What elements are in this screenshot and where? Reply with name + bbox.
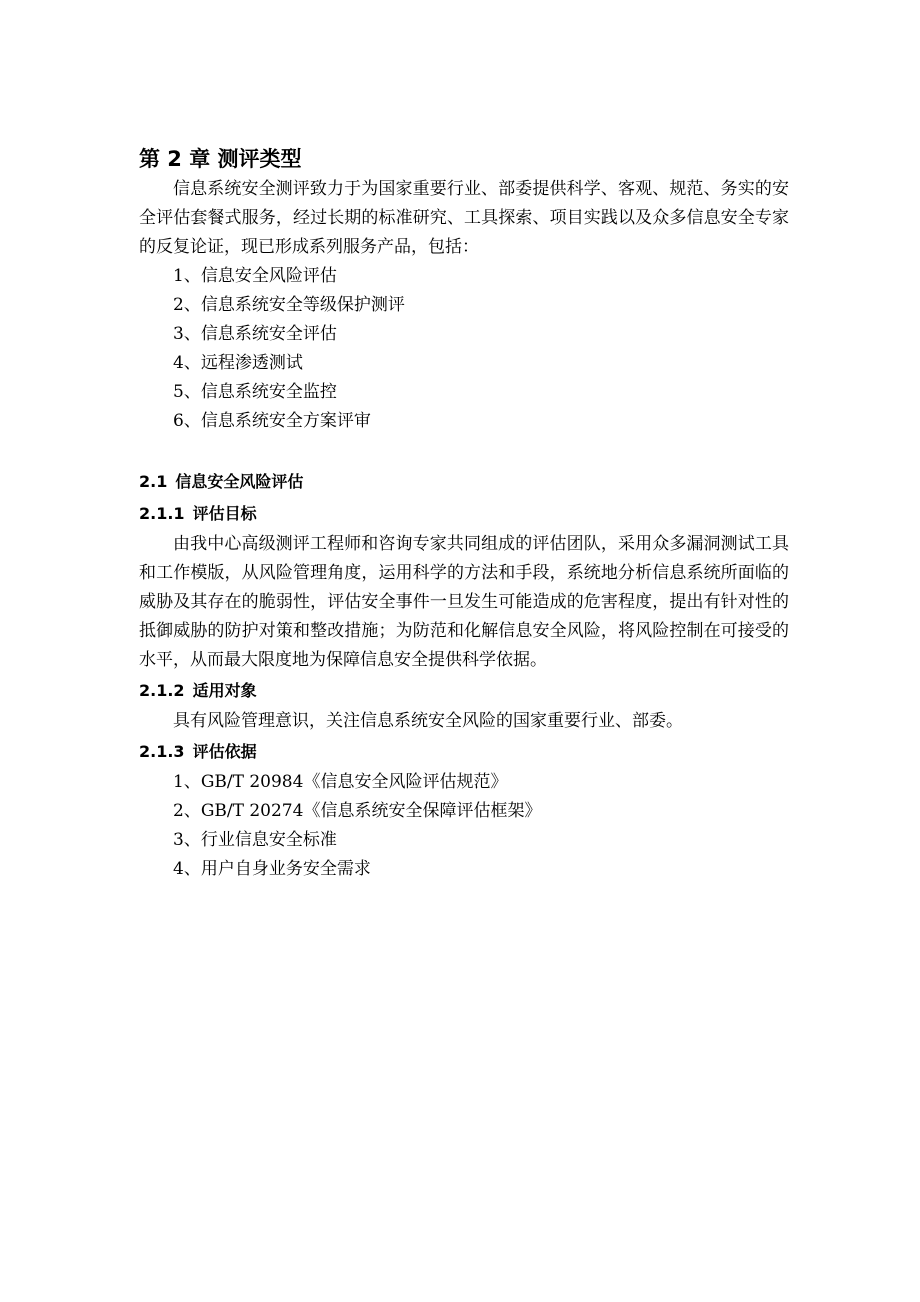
basis-item-user-needs: 4、用户自身业务安全需求 bbox=[173, 859, 371, 879]
service-list bbox=[139, 262, 789, 436]
chapter-intro-paragraph: 信息系统安全测评致力于为国家重要行业、部委提供科学、客观、规范、务实的安全评估套餐式服务，经过长期的标准研究、工具探索、项目实践以及众多信息安全专家的反复论证，现已形成系列服务产品，包括： bbox=[139, 179, 789, 257]
subsection-heading-2-1-1 bbox=[139, 498, 789, 530]
goal-paragraph: 由我中心高级测评工程师和咨询专家共同组成的评估团队，采用众多漏洞测试工具和工作模版，从风险管理角度，运用科学的方法和手段，系统地分析信息系统所面临的威胁及其存在的脆弱性，评估安全事件一旦发生可能造成的危害程度，提出有针对性的抵御威胁的防护对策和整改措施；为防范和化解信息安全风险，将风险控制在可接受的水平，从而最大限度地为保障信息安全提供科学依据。 bbox=[139, 534, 789, 670]
basis-item-industry-standard: 3、行业信息安全标准 bbox=[173, 830, 337, 850]
section-heading-2-1 bbox=[139, 466, 789, 498]
basis-item-gbt-20274: 2、GB/T 20274《信息系统安全保障评估框架》 bbox=[173, 801, 542, 821]
targets-paragraph: 具有风险管理意识，关注信息系统安全风险的国家重要行业、部委。 bbox=[173, 711, 683, 731]
section-title: 信息安全风险评估 bbox=[175, 472, 304, 491]
page-content bbox=[139, 143, 789, 884]
subsection-heading-2-1-2 bbox=[139, 675, 789, 707]
subsection-title: 评估目标 bbox=[192, 504, 257, 523]
basis-item-gbt-20984: 1、GB/T 20984《信息安全风险评估规范》 bbox=[173, 772, 508, 792]
service-item-monitoring: 5、信息系统安全监控 bbox=[173, 382, 337, 402]
subsection-number: 2.1.3 bbox=[139, 742, 185, 761]
basis-list bbox=[139, 768, 789, 884]
subsection-title: 适用对象 bbox=[192, 681, 257, 700]
service-item-risk-assessment: 1、信息安全风险评估 bbox=[173, 266, 337, 286]
service-item-level-protection: 2、信息系统安全等级保护测评 bbox=[173, 295, 405, 315]
service-item-system-assessment: 3、信息系统安全评估 bbox=[173, 324, 337, 344]
subsection-number: 2.1.1 bbox=[139, 504, 185, 523]
subsection-title: 评估依据 bbox=[192, 742, 257, 761]
service-item-plan-review: 6、信息系统安全方案评审 bbox=[173, 411, 371, 431]
subsection-number: 2.1.2 bbox=[139, 681, 185, 700]
service-item-penetration-test: 4、远程渗透测试 bbox=[173, 353, 303, 373]
chapter-title: 第 2 章 测评类型 bbox=[139, 147, 302, 171]
section-number: 2.1 bbox=[139, 472, 168, 491]
subsection-heading-2-1-3 bbox=[139, 736, 789, 768]
